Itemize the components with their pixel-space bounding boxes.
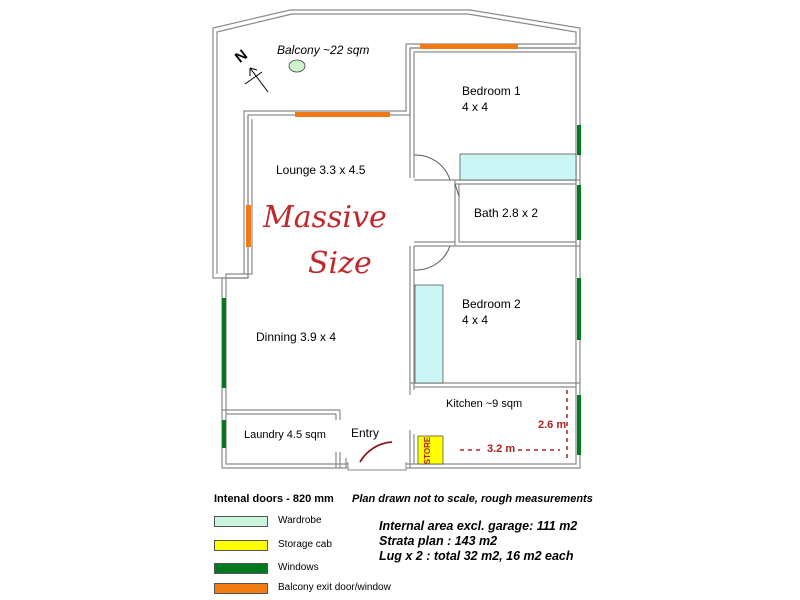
bedroom2-name: Bedroom 2 — [462, 297, 521, 311]
entry-gap — [348, 462, 406, 470]
wardrobe-bedroom2 — [415, 285, 443, 383]
wardrobe-bedroom1 — [460, 154, 576, 180]
kitchen-wall — [410, 383, 580, 387]
entry-door-swing — [360, 442, 392, 462]
legend-label-storage: Storage cab — [278, 539, 332, 550]
internal-doors-note: Intenal doors - 820 mm — [214, 493, 334, 505]
window-bedroom1 — [577, 125, 581, 155]
window-bath — [577, 185, 581, 240]
entry-label: Entry — [351, 426, 380, 440]
scale-note: Plan drawn not to scale, rough measurements — [352, 493, 593, 505]
balcony-outline — [213, 10, 580, 278]
dining-label: Dinning 3.9 x 4 — [256, 330, 337, 344]
bedroom2-size: 4 x 4 — [462, 313, 489, 327]
massive-annotation-line2: Size — [308, 246, 372, 281]
compass-arrow — [245, 68, 268, 92]
balcony-door-bedroom1 — [420, 44, 518, 49]
legend-swatch-windows — [214, 563, 268, 574]
balcony-inner-outline — [217, 14, 576, 274]
internal-area-info: Internal area excl. garage: 111 m2 — [379, 519, 578, 533]
bedroom1-name: Bedroom 1 — [462, 84, 521, 98]
dimension-horizontal-label: 3.2 m — [487, 443, 516, 455]
bedroom2-door-swing — [414, 246, 450, 270]
balcony-door-lounge — [295, 112, 390, 117]
compass-label: N — [231, 46, 251, 67]
legend-label-balcony-door: Balcony exit door/window — [278, 582, 391, 593]
bath-label: Bath 2.8 x 2 — [474, 206, 539, 220]
balcony-label: Balcony ~22 sqm — [277, 43, 370, 57]
window-dining — [222, 298, 226, 388]
laundry-label: Laundry 4.5 sqm — [244, 429, 326, 441]
apartment-inner-wall — [226, 52, 576, 464]
legend-swatch-wardrobe — [214, 516, 268, 527]
strata-plan-info: Strata plan : 143 m2 — [379, 534, 498, 548]
legend-swatch-balcony-door — [214, 583, 268, 594]
store-label: STORE — [423, 436, 433, 465]
window-laundry — [222, 420, 226, 448]
balcony-door-side — [246, 205, 251, 247]
window-bedroom2 — [577, 278, 581, 340]
dimension-vertical-label: 2.6 m — [538, 419, 567, 431]
lug-info: Lug x 2 : total 32 m2, 16 m2 each — [379, 549, 574, 563]
lounge-label: Lounge 3.3 x 4.5 — [276, 163, 366, 177]
balcony-table — [289, 60, 305, 72]
legend-label-wardrobe: Wardrobe — [278, 515, 322, 526]
bedroom1-size: 4 x 4 — [462, 100, 489, 114]
legend-label-windows: Windows — [278, 562, 319, 573]
massive-annotation-line1: Massive — [263, 200, 387, 235]
window-kitchen — [577, 395, 581, 455]
central-wall — [410, 48, 414, 395]
legend-swatch-storage — [214, 540, 268, 551]
bedroom1-door-swing — [414, 155, 450, 180]
kitchen-label: Kitchen ~9 sqm — [446, 398, 523, 410]
